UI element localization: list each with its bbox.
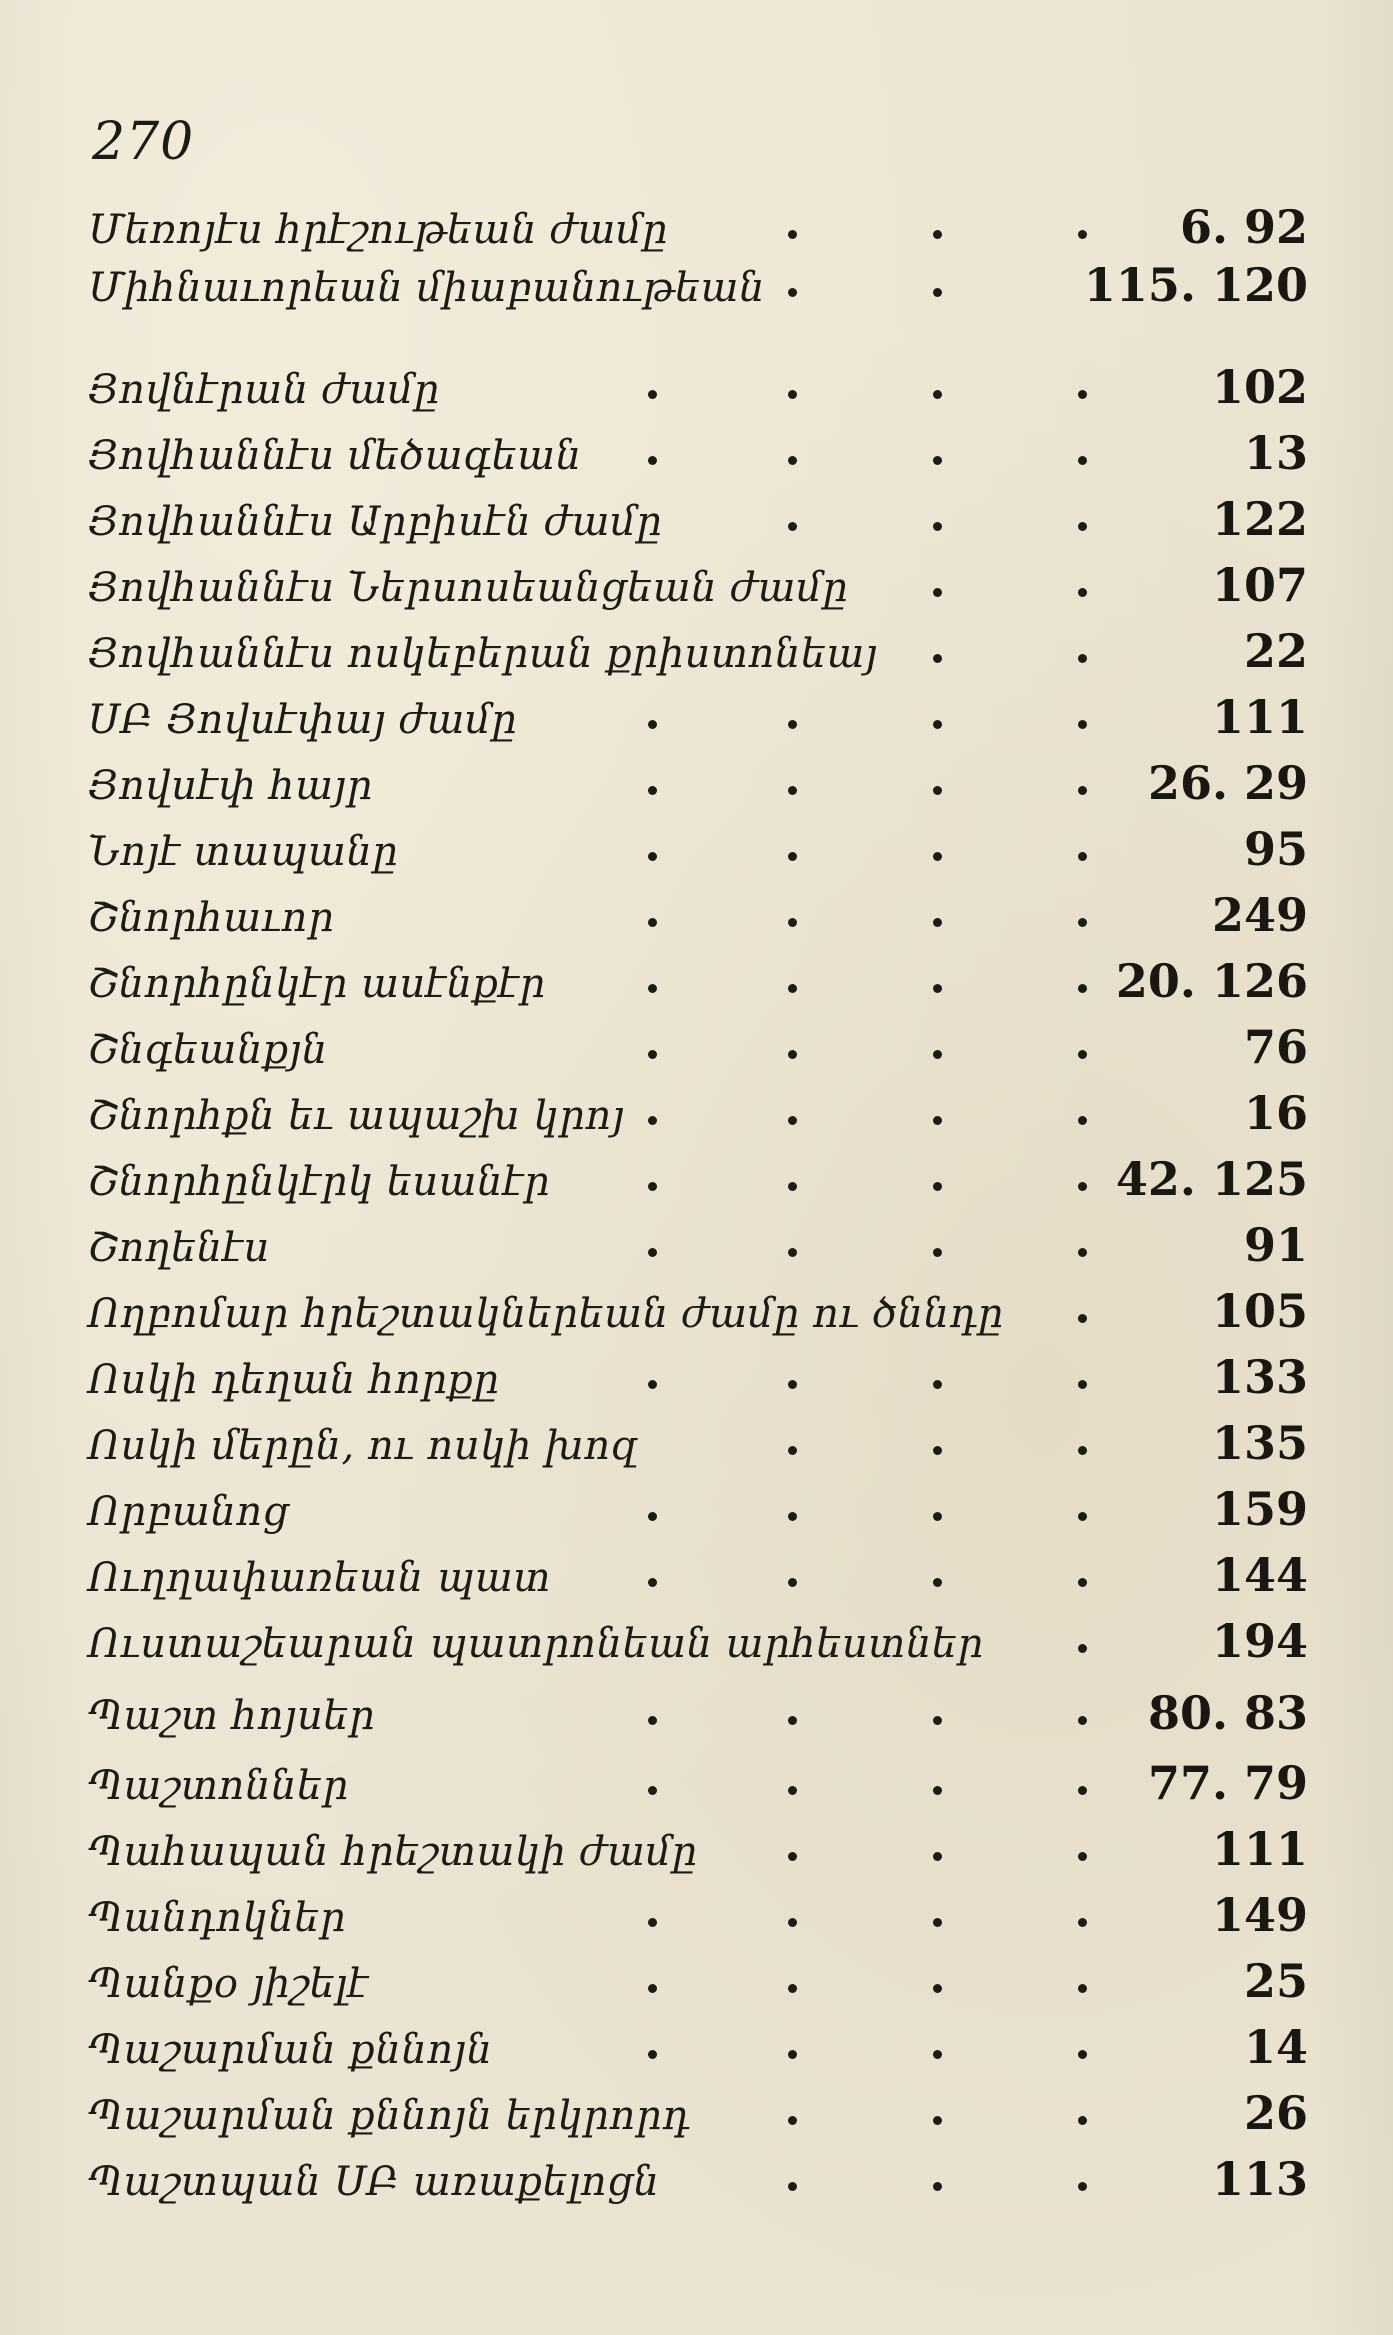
leader-dots <box>303 1485 1198 1525</box>
leader-dot <box>788 786 797 795</box>
index-entry <box>88 492 1308 554</box>
index-page-reference: 26 <box>1243 2086 1308 2140</box>
leader-dot <box>933 1786 942 1795</box>
leader-dot <box>933 288 942 297</box>
index-page-reference: 133 <box>1211 1350 1308 1404</box>
index-entry <box>88 2152 1308 2214</box>
index-page-reference: 16 <box>1243 1086 1308 1140</box>
index-entry <box>88 756 1308 818</box>
leader-dots <box>360 1891 1198 1931</box>
leader-dot <box>788 1984 797 1993</box>
index-entry-text: Շնորհընկէր ասէնքէր <box>88 961 546 1007</box>
leader-dot <box>1078 2182 1087 2191</box>
index-entry-text: Յովհաննէս Արբիսէն ժամը <box>88 499 663 545</box>
index-entry <box>88 954 1308 1016</box>
leader-dot <box>933 456 942 465</box>
index-entry <box>88 426 1308 488</box>
leader-dot <box>933 522 942 531</box>
leader-dot <box>1078 1852 1087 1861</box>
leader-dot <box>648 1578 657 1587</box>
index-entry <box>88 1350 1308 1412</box>
leader-dots <box>712 1825 1198 1865</box>
index-page-reference: 76 <box>1243 1020 1308 1074</box>
index-entry <box>88 1284 1308 1346</box>
leader-dot <box>788 1380 797 1389</box>
index-page-reference: 135 <box>1211 1416 1308 1470</box>
leader-dot <box>933 1852 942 1861</box>
leader-dot <box>933 1512 942 1521</box>
leader-dot <box>1078 1248 1087 1257</box>
index-entry <box>88 200 1308 262</box>
index-page-reference: 111 <box>1211 690 1308 744</box>
index-page-reference: 113 <box>1211 2152 1308 2206</box>
index-page-reference: 22 <box>1243 624 1308 678</box>
leader-dot <box>933 984 942 993</box>
index-entry <box>88 2020 1308 2082</box>
index-page-reference: 111 <box>1211 1822 1308 1876</box>
leader-dots <box>363 1759 1134 1799</box>
index-entry-text: Պանքօ յիշելէ <box>88 1961 369 2007</box>
leader-dots <box>862 561 1198 601</box>
leader-dot <box>788 1116 797 1125</box>
index-entry-text: Միհնաւորեան միաբանութեան <box>88 265 765 311</box>
leader-dot <box>1078 1116 1087 1125</box>
leader-dots <box>892 627 1204 667</box>
leader-dot <box>1078 2050 1087 2059</box>
leader-dot <box>933 1578 942 1587</box>
leader-dot <box>933 2182 942 2191</box>
leader-dot <box>648 1380 657 1389</box>
leader-dot <box>933 588 942 597</box>
leader-dots <box>454 363 1198 403</box>
leader-dot <box>788 288 797 297</box>
leader-dot <box>788 720 797 729</box>
index-page-reference: 77. 79 <box>1147 1756 1308 1810</box>
index-entry <box>88 1086 1308 1148</box>
index-entry-text: Յովսէփ հայր <box>88 763 373 809</box>
index-entry-text: Յովհաննէս Ներսոսեանցեան ժամը <box>88 565 849 611</box>
leader-dot <box>1078 1984 1087 1993</box>
leader-dots <box>506 2023 1204 2063</box>
leader-dot <box>933 720 942 729</box>
leader-dot <box>648 720 657 729</box>
leader-dot <box>1078 1446 1087 1455</box>
leader-dot <box>648 1512 657 1521</box>
leader-dot <box>648 456 657 465</box>
index-entry-text: Շնորհքն եւ ապաշխ կրոյ <box>88 1093 625 1139</box>
index-entry <box>88 1218 1308 1280</box>
leader-dots <box>779 261 1070 301</box>
leader-dot <box>933 1182 942 1191</box>
leader-dot <box>648 918 657 927</box>
leader-dot <box>1078 654 1087 663</box>
index-entry <box>88 1416 1308 1478</box>
leader-dot <box>933 786 942 795</box>
index-entry-text: Յովնէրան ժամը <box>88 367 440 413</box>
leader-dots <box>639 1089 1204 1129</box>
leader-dot <box>1078 230 1087 239</box>
leader-dot <box>1078 1918 1087 1927</box>
leader-dot <box>788 1512 797 1521</box>
leader-dot <box>788 1578 797 1587</box>
leader-dots <box>513 1353 1198 1393</box>
leader-dot <box>933 918 942 927</box>
index-page-reference: 25 <box>1243 1954 1308 2008</box>
index-entry-text: Ուղղափառեան պատ <box>88 1555 551 1601</box>
leader-dot <box>933 1918 942 1927</box>
index-page-reference: 6. 92 <box>1179 200 1308 254</box>
leader-dot <box>788 1786 797 1795</box>
leader-dot <box>1078 852 1087 861</box>
leader-dot <box>788 918 797 927</box>
index-page-reference: 107 <box>1211 558 1308 612</box>
index-page-reference: 149 <box>1211 1888 1308 1942</box>
leader-dots <box>653 1419 1198 1459</box>
index-entry-text: Շնորհաւոր <box>88 895 335 941</box>
index-entry <box>88 1888 1308 1950</box>
index-page-reference: 26. 29 <box>1147 756 1308 810</box>
leader-dot <box>1078 1578 1087 1587</box>
leader-dot <box>788 2116 797 2125</box>
leader-dot <box>1078 1380 1087 1389</box>
leader-dot <box>648 786 657 795</box>
index-entry-text: Մեռոյէս հրէշութեան ժամը <box>88 207 669 253</box>
index-entry <box>88 1152 1308 1214</box>
index-page-reference: 105 <box>1211 1284 1308 1338</box>
leader-dot <box>788 1446 797 1455</box>
index-entry-text: Պահապան հրեշտակի ժամը <box>88 1829 698 1875</box>
leader-dot <box>788 1716 797 1725</box>
leader-dot <box>1078 588 1087 597</box>
index-entry-text: Պաշտպան ՍԲ առաքելոցն <box>88 2159 660 2205</box>
index-entry <box>88 1756 1308 1818</box>
index-entry-text: Նոյէ տապանը <box>88 829 399 875</box>
index-entry-text: Պաշտ հոյսեր <box>88 1693 376 1739</box>
leader-dot <box>788 456 797 465</box>
leader-dot <box>648 390 657 399</box>
leader-dot <box>788 2050 797 2059</box>
leader-dot <box>648 1918 657 1927</box>
leader-dot <box>1078 1314 1087 1323</box>
leader-dot <box>1078 720 1087 729</box>
index-entry-text: Ոսկի դեղան հորքը <box>88 1357 500 1403</box>
leader-dot <box>648 1116 657 1125</box>
leader-dots <box>596 429 1205 469</box>
index-page-reference: 13 <box>1243 426 1308 480</box>
leader-dot <box>933 230 942 239</box>
index-entry-text: ՍԲ Յովսէփայ ժամը <box>88 697 518 743</box>
index-entry <box>88 258 1308 320</box>
leader-dot <box>788 1182 797 1191</box>
leader-dots <box>564 1155 1102 1195</box>
leader-dots <box>348 891 1198 931</box>
leader-dot <box>788 522 797 531</box>
leader-dots <box>387 759 1134 799</box>
leader-dot <box>1078 1182 1087 1191</box>
leader-dot <box>648 2050 657 2059</box>
index-entry <box>88 558 1308 620</box>
index-page-reference: 95 <box>1243 822 1308 876</box>
leader-dot <box>648 1050 657 1059</box>
index-entry <box>88 1954 1308 2016</box>
leader-dots <box>682 203 1166 243</box>
leader-dot <box>648 1248 657 1257</box>
leader-dot <box>788 1852 797 1861</box>
leader-dot <box>933 654 942 663</box>
leader-dot <box>933 1380 942 1389</box>
index-page-reference: 20. 126 <box>1115 954 1308 1008</box>
leader-dot <box>648 1182 657 1191</box>
leader-dot <box>648 1716 657 1725</box>
index-entry-text: Պաշտոններ <box>88 1763 349 1809</box>
page-number: 270 <box>92 112 195 172</box>
index-entry-text: Ոսկի մերըն, ու ոսկի խոզ <box>88 1423 639 1469</box>
index-page-reference: 42. 125 <box>1115 1152 1308 1206</box>
index-entry <box>88 1614 1308 1676</box>
index-entry <box>88 2086 1308 2148</box>
index-entry-text: Շնորհընկէրկ եսանէր <box>88 1159 551 1205</box>
leader-dot <box>933 1446 942 1455</box>
index-entry-text: Ողբոմար հրեշտակներեան ժամը ու ծննդը <box>88 1291 1004 1337</box>
index-entry-text: Պանդոկներ <box>88 1895 347 1941</box>
leader-dot <box>648 984 657 993</box>
leader-dot <box>1078 522 1087 531</box>
leader-dot <box>788 852 797 861</box>
index-entry-text: Ուստաշեարան պատրոնեան արհեստներ <box>88 1621 984 1667</box>
leader-dots <box>998 1617 1198 1657</box>
leader-dots <box>1018 1287 1198 1327</box>
leader-dots <box>531 693 1198 733</box>
index-entry-text: Պաշարման քննոյն երկրորդ <box>88 2093 691 2139</box>
leader-dot <box>933 2116 942 2125</box>
index-page-reference: 249 <box>1211 888 1308 942</box>
leader-dot <box>1078 456 1087 465</box>
leader-dot <box>788 984 797 993</box>
leader-dot <box>933 1248 942 1257</box>
leader-dots <box>673 2155 1198 2195</box>
leader-dots <box>284 1221 1204 1261</box>
leader-dot <box>1078 1716 1087 1725</box>
index-page-reference: 102 <box>1211 360 1308 414</box>
leader-dot <box>1078 984 1087 993</box>
leader-dots <box>412 825 1204 865</box>
leader-dot <box>1078 1050 1087 1059</box>
leader-dots <box>565 1551 1198 1591</box>
index-entry-text: Յովհաննէս ոսկեբերան քրիստոնեայ <box>88 631 878 677</box>
leader-dot <box>648 1984 657 1993</box>
index-page-reference: 14 <box>1243 2020 1308 2074</box>
leader-dots <box>389 1689 1134 1729</box>
index-entry <box>88 1548 1308 1610</box>
index-entry <box>88 822 1308 884</box>
index-entry <box>88 624 1308 686</box>
index-entry-text: Յովհաննէս մեծագեան <box>88 433 582 479</box>
index-page-reference: 115. 120 <box>1083 258 1308 312</box>
index-entry-text: Որբանոց <box>88 1489 289 1535</box>
leader-dots <box>676 495 1198 535</box>
index-entry <box>88 690 1308 752</box>
index-page-reference: 194 <box>1211 1614 1308 1668</box>
index-entry-text: Պաշարման քննոյն <box>88 2027 493 2073</box>
leader-dots <box>560 957 1102 997</box>
leader-dot <box>933 1116 942 1125</box>
index-page-reference: 159 <box>1211 1482 1308 1536</box>
leader-dot <box>1078 1786 1087 1795</box>
index-page-reference: 144 <box>1211 1548 1308 1602</box>
index-entry-text: Շողենէս <box>88 1225 270 1271</box>
leader-dot <box>933 1716 942 1725</box>
index-entry <box>88 888 1308 950</box>
leader-dot <box>933 2050 942 2059</box>
index-entry <box>88 1482 1308 1544</box>
leader-dot <box>648 1786 657 1795</box>
leader-dots <box>342 1023 1204 1063</box>
leader-dot <box>788 1050 797 1059</box>
leader-dot <box>1078 918 1087 927</box>
leader-dot <box>933 852 942 861</box>
leader-dots <box>383 1957 1204 1997</box>
leader-dot <box>933 390 942 399</box>
leader-dots <box>704 2089 1204 2129</box>
index-entry <box>88 1686 1308 1748</box>
leader-dot <box>788 1918 797 1927</box>
leader-dot <box>648 852 657 861</box>
leader-dot <box>1078 786 1087 795</box>
index-entry-text: Շնգեանքյն <box>88 1027 328 1073</box>
index-entry <box>88 360 1308 422</box>
leader-dot <box>1078 1512 1087 1521</box>
leader-dot <box>788 230 797 239</box>
index-page-reference: 80. 83 <box>1147 1686 1308 1740</box>
leader-dot <box>1078 1644 1087 1653</box>
leader-dot <box>788 1248 797 1257</box>
leader-dot <box>933 1984 942 1993</box>
index-page-reference: 91 <box>1243 1218 1308 1272</box>
leader-dot <box>788 390 797 399</box>
leader-dot <box>788 2182 797 2191</box>
index-entry <box>88 1822 1308 1884</box>
index-page-reference: 122 <box>1211 492 1308 546</box>
leader-dot <box>1078 2116 1087 2125</box>
index-entry <box>88 1020 1308 1082</box>
leader-dot <box>933 1050 942 1059</box>
leader-dot <box>1078 390 1087 399</box>
